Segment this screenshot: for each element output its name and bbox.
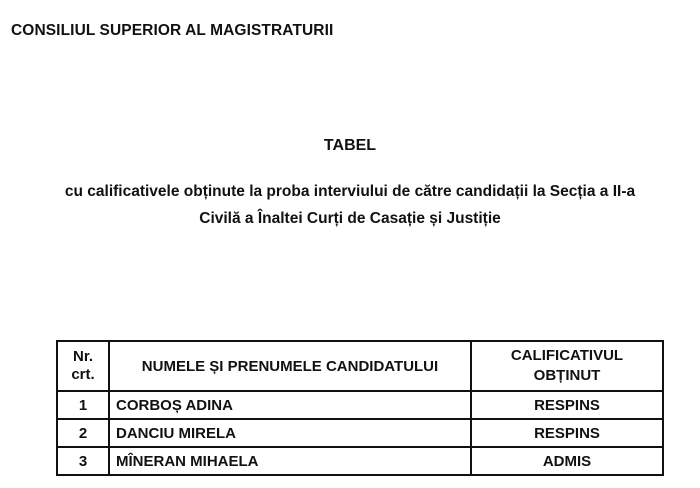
column-header-result-line-1: CALIFICATIVUL xyxy=(510,347,624,364)
candidate-name: MÎNERAN MIHAELA xyxy=(109,447,471,475)
row-number: 3 xyxy=(57,447,109,475)
document-title: TABEL xyxy=(323,137,377,154)
row-number: 2 xyxy=(57,419,109,447)
column-header-result xyxy=(471,341,663,391)
row-number: 1 xyxy=(57,391,109,419)
subtitle-line-1: cu calificativele obținute la proba interviului de către candidații la Secția a II-a xyxy=(64,183,636,200)
results-table xyxy=(56,340,664,476)
table-header-row xyxy=(57,341,663,391)
column-header-nr-line-1: Nr. xyxy=(72,348,93,365)
table-header xyxy=(57,341,663,391)
institution-name: CONSILIUL SUPERIOR AL MAGISTRATURII xyxy=(11,22,334,39)
candidate-result: ADMIS xyxy=(471,447,663,475)
column-header-nr xyxy=(57,341,109,391)
subtitle-line-2: Civilă a Înaltei Curți de Casație și Justiție xyxy=(199,210,501,227)
document-subtitle xyxy=(20,178,680,232)
candidate-name: CORBOȘ ADINA xyxy=(109,391,471,419)
column-header-nr-line-2: crt. xyxy=(71,366,95,383)
candidate-name: DANCIU MIRELA xyxy=(109,419,471,447)
table-row xyxy=(57,419,663,447)
column-header-name: NUMELE ȘI PRENUMELE CANDIDATULUI xyxy=(109,341,471,391)
column-header-result-line-2: OBȚINUT xyxy=(533,367,601,384)
table-row xyxy=(57,447,663,475)
candidate-result: RESPINS xyxy=(471,391,663,419)
candidate-result: RESPINS xyxy=(471,419,663,447)
table-body xyxy=(57,391,663,475)
table-row xyxy=(57,391,663,419)
